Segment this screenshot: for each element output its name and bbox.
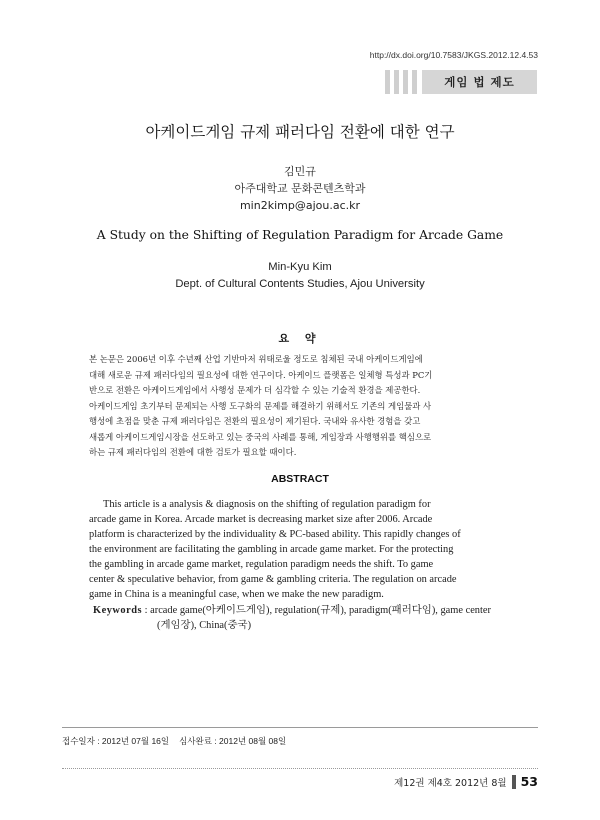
abstract-body-english — [89, 497, 519, 602]
section-tag — [385, 70, 537, 94]
section-tag-label: 게임 법 제도 — [422, 70, 537, 94]
page-number: 53 — [520, 774, 538, 789]
keywords-block — [93, 603, 523, 633]
author-block-korean — [0, 163, 600, 214]
page-footer — [394, 774, 538, 789]
author-name-english: Min-Kyu Kim — [268, 261, 332, 273]
author-affiliation-english: Dept. of Cultural Contents Studies, Ajou University — [175, 278, 425, 290]
abstract-en-line: the environment are facilitating the gambling in arcade game market. For the protecting — [89, 544, 454, 555]
author-email[interactable]: min2kimp@ajou.ac.kr — [239, 199, 361, 212]
received-date: 접수일자 : 2012년 07월 16일 — [62, 736, 170, 746]
divider — [62, 727, 538, 728]
abstract-ko-line: 새롭게 아케이드게임시장을 선도하고 있는 중국의 사례를 통해, 게임장과 사행행위를 핵심으로 — [89, 431, 432, 442]
doi-link[interactable]: http://dx.doi.org/10.7583/JKGS.2012.12.4.53 — [369, 50, 538, 60]
abstract-en-line: the gambling in arcade game market, regulation paradigm needs the shift. To game — [89, 559, 434, 570]
author-name-korean: 김민규 — [284, 165, 316, 178]
footer-divider — [62, 768, 538, 769]
abstract-en-line: game in China is a meaningful case, when we make the new paradigm. — [89, 589, 384, 600]
author-block-english — [0, 259, 600, 293]
abstract-ko-line: 아케이드게임 초기부터 문제되는 사행 도구화의 문제를 해결하기 위해서도 기존의 게임물과 사 — [89, 400, 432, 411]
submission-dates — [62, 735, 286, 747]
keywords-list: arcade game(아케이드게임), regulation(규제), paradigm(패러다임), game center — [150, 605, 491, 616]
abstract-en-line: This article is a analysis & diagnosis on the shifting of regulation paradigm for — [103, 499, 431, 510]
abstract-ko-line: 행성에 초점을 맞춘 규제 패러다임은 전환의 필요성이 제기된다. 국내와 유사한 경험을 갖고 — [89, 416, 421, 426]
abstract-en-line: platform is characterized by the individuality & PC-based ability. This rapidly changes of — [89, 529, 461, 540]
abstract-ko-line: 본 논문은 2006년 이후 수년째 산업 기반마저 위태로울 정도로 침체된 국내 아케이드게임에 — [89, 354, 423, 364]
keywords-label: Keywords — [93, 605, 143, 616]
paper-title-korean: 아케이드게임 규제 패러다임 전환에 대한 연구 — [145, 123, 455, 141]
keywords-separator: : — [142, 605, 151, 616]
abstract-en-line: center & speculative behavior, from game & gambling criteria. The regulation on arcade — [89, 574, 457, 585]
abstract-ko-line: 반으로 전환은 아케이드게임에서 사행성 문제가 더 심각할 수 있는 기술적 환경을 제공한다. — [89, 385, 421, 395]
abstract-heading-korean: 요 약 — [278, 332, 322, 345]
author-affiliation-korean: 아주대학교 문화콘텐츠학과 — [234, 182, 366, 195]
decorative-stripes — [385, 70, 421, 94]
abstract-ko-line: 대해 새로운 규제 패러다임의 필요성에 대한 연구이다. 아케이드 플랫폼은 일체형 특성과 PC기 — [89, 369, 433, 380]
paper-title-english: A Study on the Shifting of Regulation Paradigm for Arcade Game — [96, 228, 504, 242]
abstract-heading-english: ABSTRACT — [271, 473, 329, 485]
issue-info: 제12권 제4호 2012년 8월 — [394, 777, 507, 789]
footer-bar-decoration — [512, 775, 516, 789]
abstract-body-korean — [89, 352, 509, 461]
accepted-date: 심사완료 : 2012년 08월 08일 — [179, 736, 287, 746]
abstract-ko-line: 하는 규제 패러다임의 전환에 대한 검토가 필요할 때이다. — [89, 447, 297, 457]
abstract-en-line: arcade game in Korea. Arcade market is decreasing market size after 2006. Arcade — [89, 514, 433, 525]
keywords-list-continued: (게임장), China(중국) — [157, 620, 252, 631]
